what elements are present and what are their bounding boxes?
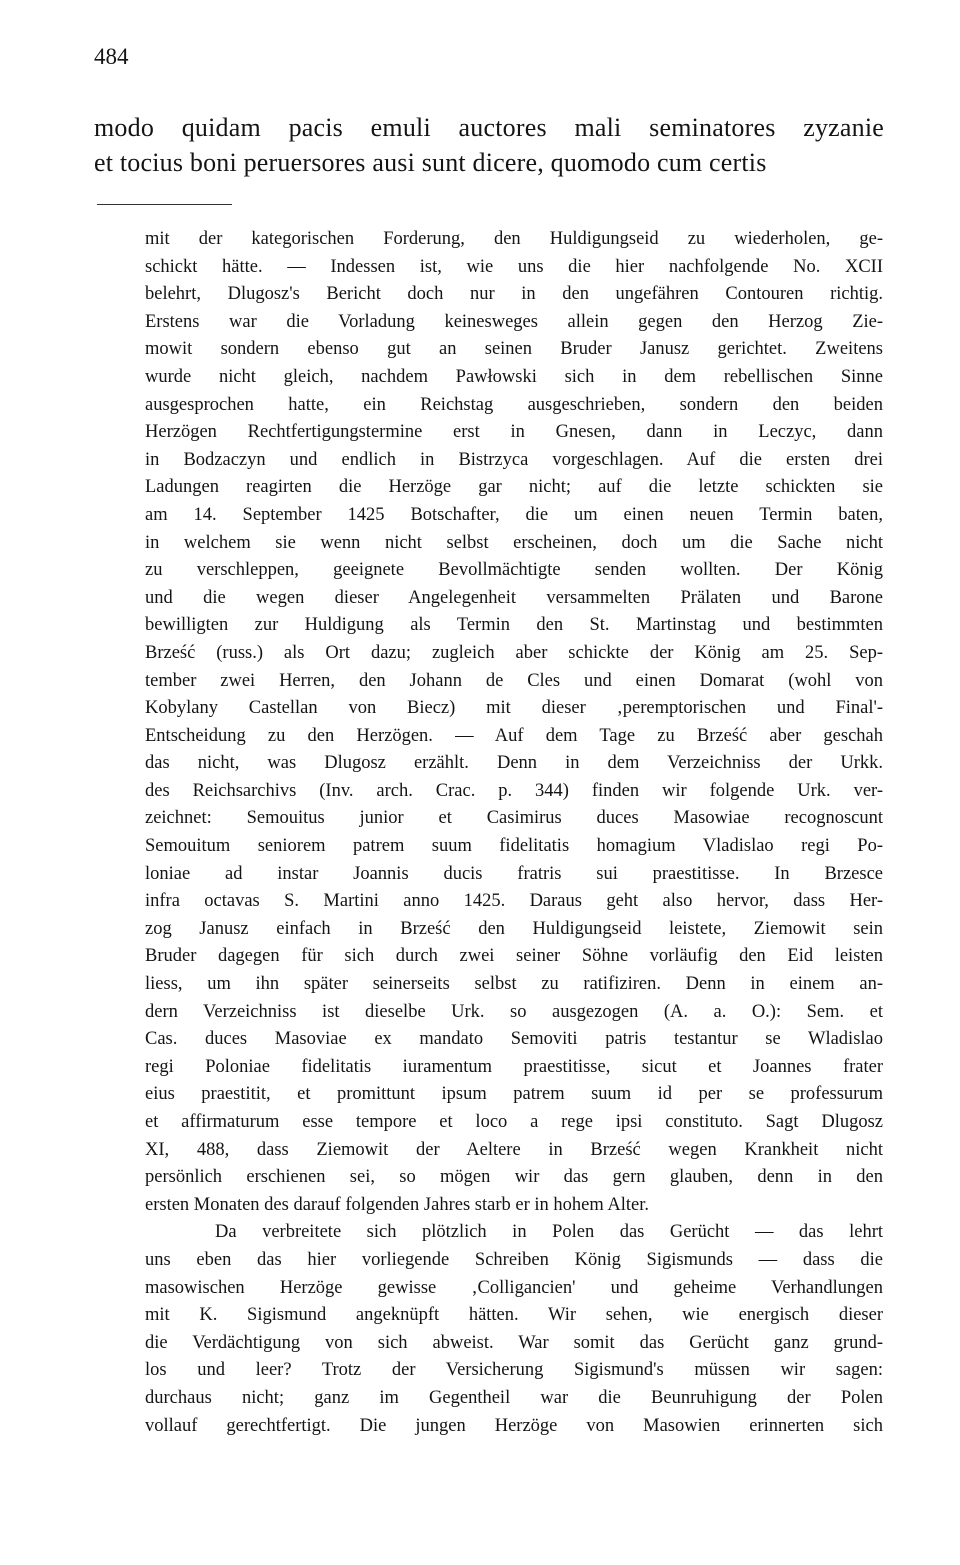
footnote-line: Semouitum seniorem patrem suum fidelitatis homagium Vladislao regi Po- <box>145 836 883 857</box>
footnote-line: liess, um ihn später seinerseits selbst zu ratifiziren. Denn in einem an- <box>145 974 883 995</box>
footnote-line: zeichnet: Semouitus junior et Casimirus duces Masowiae recognoscunt <box>145 808 883 829</box>
footnote-line: wurde nicht gleich, nachdem Pawłowski sich in dem rebellischen Sinne <box>145 366 883 387</box>
footnote-line: ausgesprochen hatte, ein Reichstag ausgeschrieben, sondern den beiden <box>145 394 883 415</box>
paragraph-line: die Verdächtigung von sich abweist. War somit das Gerücht ganz grund- <box>145 1332 883 1353</box>
footnote-line: Cas. duces Masoviae ex mandato Semoviti patris testantur se Wladislao <box>145 1029 883 1050</box>
footnote-line: am 14. September 1425 Botschafter, die um einen neuen Termin baten, <box>145 504 883 525</box>
footnote-line: ersten Monaten des darauf folgenden Jahres starb er in hohem Alter. <box>145 1194 649 1215</box>
footnote <box>145 226 883 1440</box>
footnote-line: Kobylany Castellan von Biecz) mit dieser ‚peremptorischen und Final'- <box>145 698 883 719</box>
footnote-line: tember zwei Herren, den Johann de Cles und einen Domarat (wohl von <box>145 670 883 691</box>
page-number: 484 <box>94 44 129 69</box>
footnote-line: infra octavas S. Martini anno 1425. Daraus geht also hervor, dass Her- <box>145 891 883 912</box>
footnote-line: dern Verzeichniss ist dieselbe Urk. so ausgezogen (A. a. O.): Sem. et <box>145 1001 883 1022</box>
footnote-line: et affirmaturum esse tempore et loco a rege ipsi constituto. Sagt Dlugosz <box>145 1112 883 1132</box>
footnote-line: belehrt, Dlugosz's Bericht doch nur in den ungefähren Contouren richtig. <box>145 284 883 305</box>
main-text-line: et tocius boni peruersores ausi sunt dicere, quomodo cum certis <box>94 148 767 177</box>
footnote-line: bewilligten zur Huldigung als Termin den St. Martinstag und bestimmten <box>145 615 883 636</box>
footnote-line: Ladungen reagirten die Herzöge gar nicht; auf die letzte schickten sie <box>145 477 883 498</box>
footnote-line: regi Poloniae fidelitatis iuramentum praestitisse, sicut et Joannes frater <box>145 1056 883 1077</box>
footnote-line: mit der kategorischen Forderung, den Huldigungseid zu wiederholen, ge- <box>145 229 883 249</box>
main-text <box>94 110 884 180</box>
footnote-line: Herzögen Rechtfertigungstermine erst in Gnesen, dann in Leczyc, dann <box>145 422 883 443</box>
paragraph-line: masowischen Herzöge gewisse ‚Colligancien' und geheime Verhandlungen <box>145 1277 883 1298</box>
footnote-line: persönlich erschienen sei, so mögen wir das gern glauben, denn in den <box>145 1167 883 1188</box>
footnote-line: das nicht, was Dlugosz erzählt. Denn in dem Verzeichniss der Urkk. <box>145 753 883 774</box>
paragraph-line: durchaus nicht; ganz im Gegentheil war die Beunruhigung der Polen <box>145 1387 883 1408</box>
footnote-line: XI, 488, dass Ziemowit der Aeltere in Brześć wegen Krankheit nicht <box>145 1139 883 1160</box>
footnote-line: zu verschleppen, geeignete Bevollmächtigte senden wollten. Der König <box>145 560 883 581</box>
footnote-line: Erstens war die Vorladung keinesweges allein gegen den Herzog Zie- <box>145 311 883 332</box>
footnote-line: mowit sondern ebenso gut an seinen Bruder Janusz gerichtet. Zweitens <box>145 339 883 360</box>
footnote-line: und die wegen dieser Angelegenheit versammelten Prälaten und Barone <box>145 587 883 608</box>
footnote-line: Entscheidung zu den Herzögen. — Auf dem Tage zu Brześć aber geschah <box>145 725 883 746</box>
footnote-line: in Bodzaczyn und endlich in Bistrzyca vorgeschlagen. Auf die ersten drei <box>145 449 883 470</box>
footnote-separator <box>97 204 232 205</box>
footnote-line: Bruder dagegen für sich durch zwei seiner Söhne vorläufig den Eid leisten <box>145 946 883 967</box>
paragraph-line: los und leer? Trotz der Versicherung Sigismund's müssen wir sagen: <box>145 1360 883 1381</box>
footnote-line: in welchem sie wenn nicht selbst erscheinen, doch um die Sache nicht <box>145 532 883 553</box>
paragraph-line: Da verbreitete sich plötzlich in Polen das Gerücht — das lehrt <box>215 1222 883 1243</box>
footnote-line: loniae ad instar Joannis ducis fratris sui praestitisse. In Brzesce <box>145 863 883 884</box>
footnote-line: eius praestitit, et promittunt ipsum patrem suum id per se professurum <box>145 1084 883 1105</box>
main-text-line: modo quidam pacis emuli auctores mali seminatores zyzanie <box>94 113 884 142</box>
footnote-line: des Reichsarchivs (Inv. arch. Crac. p. 344) finden wir folgende Urk. ver- <box>145 780 883 801</box>
footnote-line: Brześć (russ.) als Ort dazu; zugleich aber schickte der König am 25. Sep- <box>145 642 883 663</box>
paragraph-line: uns eben das hier vorliegende Schreiben König Sigismunds — dass die <box>145 1249 883 1270</box>
paragraph-line: mit K. Sigismund angeknüpft hätten. Wir sehen, wie energisch dieser <box>145 1305 883 1326</box>
footnote-line: schickt hätte. — Indessen ist, wie uns die hier nachfolgende No. XCII <box>145 256 883 277</box>
paragraph-line: vollauf gerechtfertigt. Die jungen Herzöge von Masowien erinnerten sich <box>145 1415 883 1436</box>
footnote-line: zog Janusz einfach in Brześć den Huldigungseid leistete, Ziemowit sein <box>145 918 883 939</box>
